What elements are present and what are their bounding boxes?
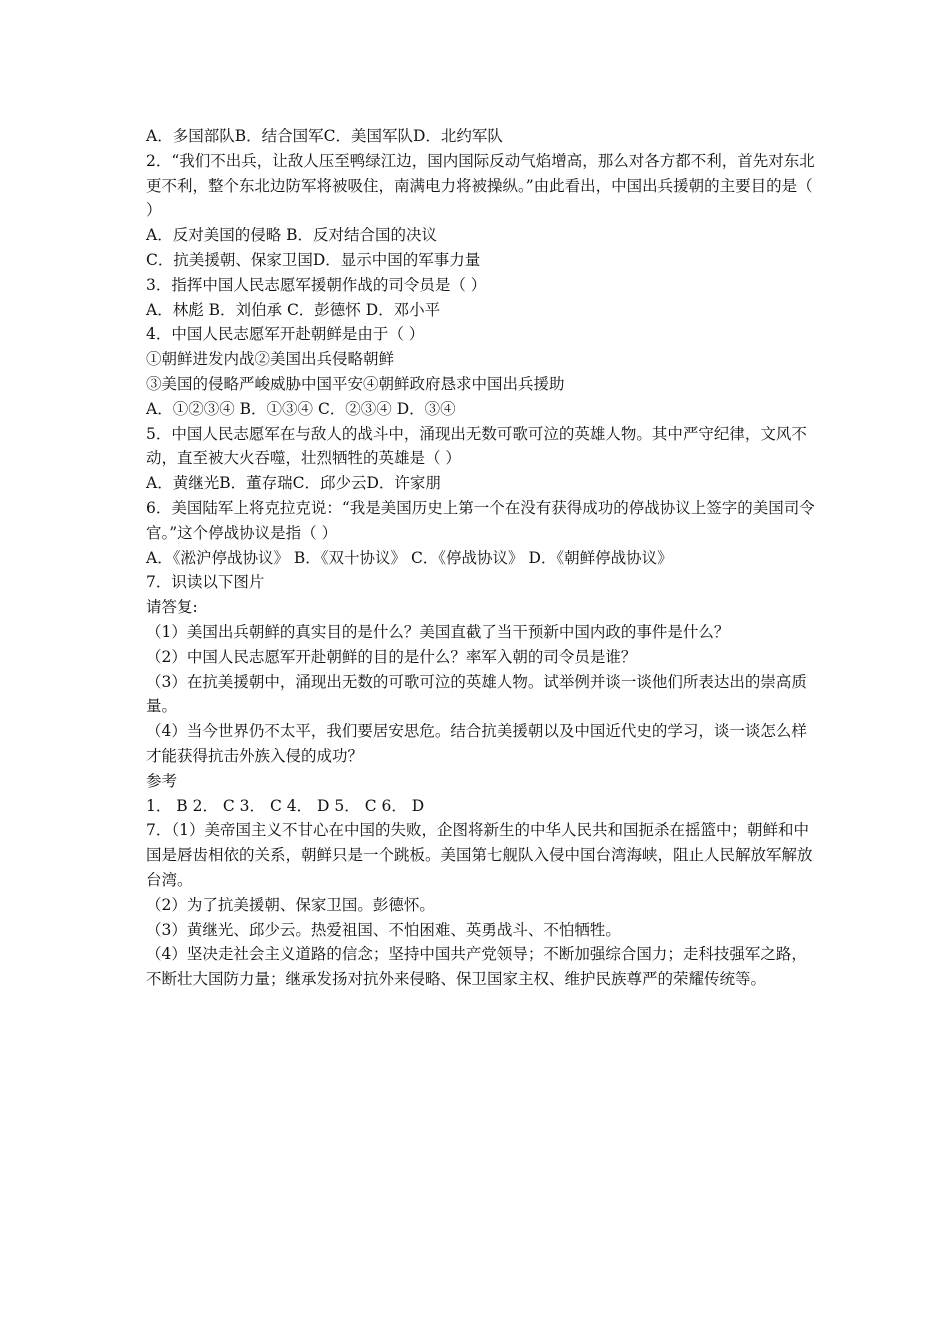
q2-options-ab: A．反对美国的侵略 B．反对结合国的决议 xyxy=(146,226,438,245)
q5-options: A．黄继光B．董存瑞C．邱少云D．许家朋 xyxy=(146,474,441,493)
answer-7-4: （4）坚决走社会主义道路的信念；坚持中国共产党领导；不断加强综合国力；走科技强军之路，不断壮大国防力量；继承发扬对抗外来侵略、保卫国家主权、维护民族尊严的荣耀传统等。 xyxy=(146,945,807,989)
q3-options: A．林彪 B．刘伯承 C．彭德怀 D．邓小平 xyxy=(146,300,441,319)
q1-options: A．多国部队B．结合国军C．美国军队D．北约军队 xyxy=(146,127,503,145)
q5-stem: 5．中国人民志愿军在与敌人的战斗中，涌现出无数可歌可泣的英雄人物。其中严守纪律，文风不动，直至被大火吞噬，壮烈牺牲的英雄是（ ） xyxy=(146,424,807,468)
q7-sub-1: （1）美国出兵朝鲜的真实目的是什么？美国直截了当干预新中国内政的事件是什么？ xyxy=(146,622,730,641)
q4-statements-2: ③美国的侵略严峻威胁中国平安④朝鲜政府恳求中国出兵援助 xyxy=(146,374,565,393)
answer-heading: 参考 xyxy=(146,771,178,790)
q7-sub-3: （3）在抗美援朝中，涌现出无数的可歌可泣的英雄人物。试举例并谈一谈他们所表达出的崇高质量。 xyxy=(146,672,807,716)
q4-stem: 4．中国人民志愿军开赴朝鲜是由于（ ） xyxy=(146,325,425,344)
answer-7-3: （3）黄继光、邱少云。热爱祖国、不怕困难、英勇战斗、不怕牺牲。 xyxy=(146,920,621,939)
q6-stem: 6．美国陆军上将克拉克说：“我是美国历史上第一个在没有获得成功的停战协议上签字的美国司令官。”这个停战协议是指（ ） xyxy=(146,498,815,542)
q7-sub-4: （4）当今世界仍不太平，我们要居安思危。结合抗美援朝以及中国近代史的学习，谈一谈怎么样才能获得抗击外族入侵的成功？ xyxy=(146,722,807,765)
q4-options: A．①②③④ B．①③④ C．②③④ D．③④ xyxy=(146,399,456,418)
answer-7-1: 7．（1）美帝国主义不甘心在中国的失败，企图将新生的中华人民共和国扼杀在摇篮中；朝鲜和中国是唇齿相依的关系，朝鲜只是一个跳板。美国第七舰队入侵中国台湾海峡，阻止人民解放军解放台湾。 xyxy=(146,821,813,889)
answer-choices: 1． B 2． C 3． C 4． D 5． C 6． D xyxy=(146,796,425,815)
q6-options: A．《淞沪停战协议》 B．《双十协议》 C．《停战协议》 D．《朝鲜停战协议》 xyxy=(146,548,673,567)
q7-sub-2: （2）中国人民志愿军开赴朝鲜的目的是什么？率军入朝的司令员是谁？ xyxy=(146,647,637,666)
q7-instruction: 请答复: xyxy=(146,598,198,617)
document-body xyxy=(146,124,818,992)
q2-options-cd: C．抗美援朝、保家卫国D．显示中国的军事力量 xyxy=(146,250,481,269)
q7-stem: 7．识读以下图片 xyxy=(146,573,265,592)
q4-statements-1: ①朝鲜进发内战②美国出兵侵略朝鲜 xyxy=(146,350,395,369)
q3-stem: 3．指挥中国人民志愿军援朝作战的司令员是（ ） xyxy=(146,275,487,294)
q2-stem: 2．“我们不出兵，让敌人压至鸭绿江边，国内国际反动气焰增高，那么对各方都不利，首先对东北更不利，整个东北边防军将被吸住，南满电力将被操纵。”由此看出，中国出兵援朝的主要目的是（ ） xyxy=(146,151,815,220)
answer-7-2: （2）为了抗美援朝、保家卫国。彭德怀。 xyxy=(146,895,435,914)
